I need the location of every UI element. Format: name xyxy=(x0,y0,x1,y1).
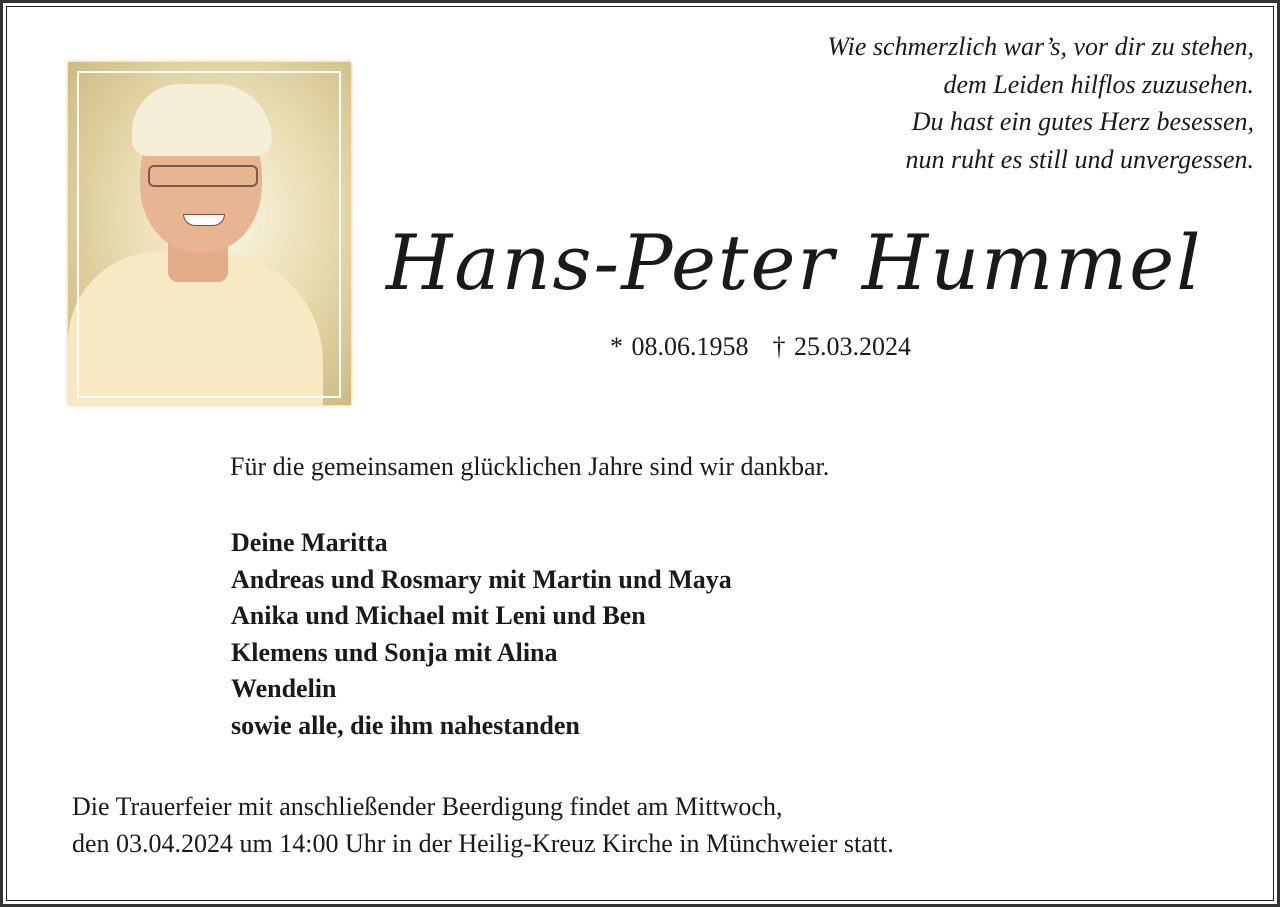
birth-date: * 08.06.1958 xyxy=(610,332,749,361)
family-list xyxy=(231,525,732,745)
photo-inner-frame xyxy=(77,71,341,398)
family-member: Andreas und Rosmary mit Martin und Maya xyxy=(231,564,732,594)
life-dates xyxy=(610,332,935,362)
service-line: Die Trauerfeier mit anschließender Beerdigung findet am Mittwoch, xyxy=(72,792,783,821)
death-date: † 25.03.2024 xyxy=(772,332,911,361)
portrait-photo xyxy=(68,62,351,405)
poem-line: Du hast ein gutes Herz besessen, xyxy=(911,107,1254,136)
poem-line: dem Leiden hilflos zuzusehen. xyxy=(943,69,1254,99)
family-member: Anika und Michael mit Leni und Ben xyxy=(231,601,646,631)
service-info xyxy=(72,788,894,862)
deceased-name: Hans-Peter Hummel xyxy=(386,218,1203,307)
service-line: den 03.04.2024 um 14:00 Uhr in der Heilig-Kreuz Kirche in Münchweier statt. xyxy=(72,829,894,858)
family-member: sowie alle, die ihm nahestanden xyxy=(231,710,580,740)
family-member: Deine Maritta xyxy=(231,528,388,557)
family-member: Klemens und Sonja mit Alina xyxy=(231,637,558,667)
poem-line: nun ruht es still und unvergessen. xyxy=(905,144,1254,174)
poem-line: Wie schmerzlich war’s, vor dir zu stehen, xyxy=(827,32,1254,61)
family-member: Wendelin xyxy=(231,674,337,704)
thanks-text: Für die gemeinsamen glücklichen Jahre sind wir dankbar. xyxy=(230,452,830,481)
poem xyxy=(827,28,1254,178)
